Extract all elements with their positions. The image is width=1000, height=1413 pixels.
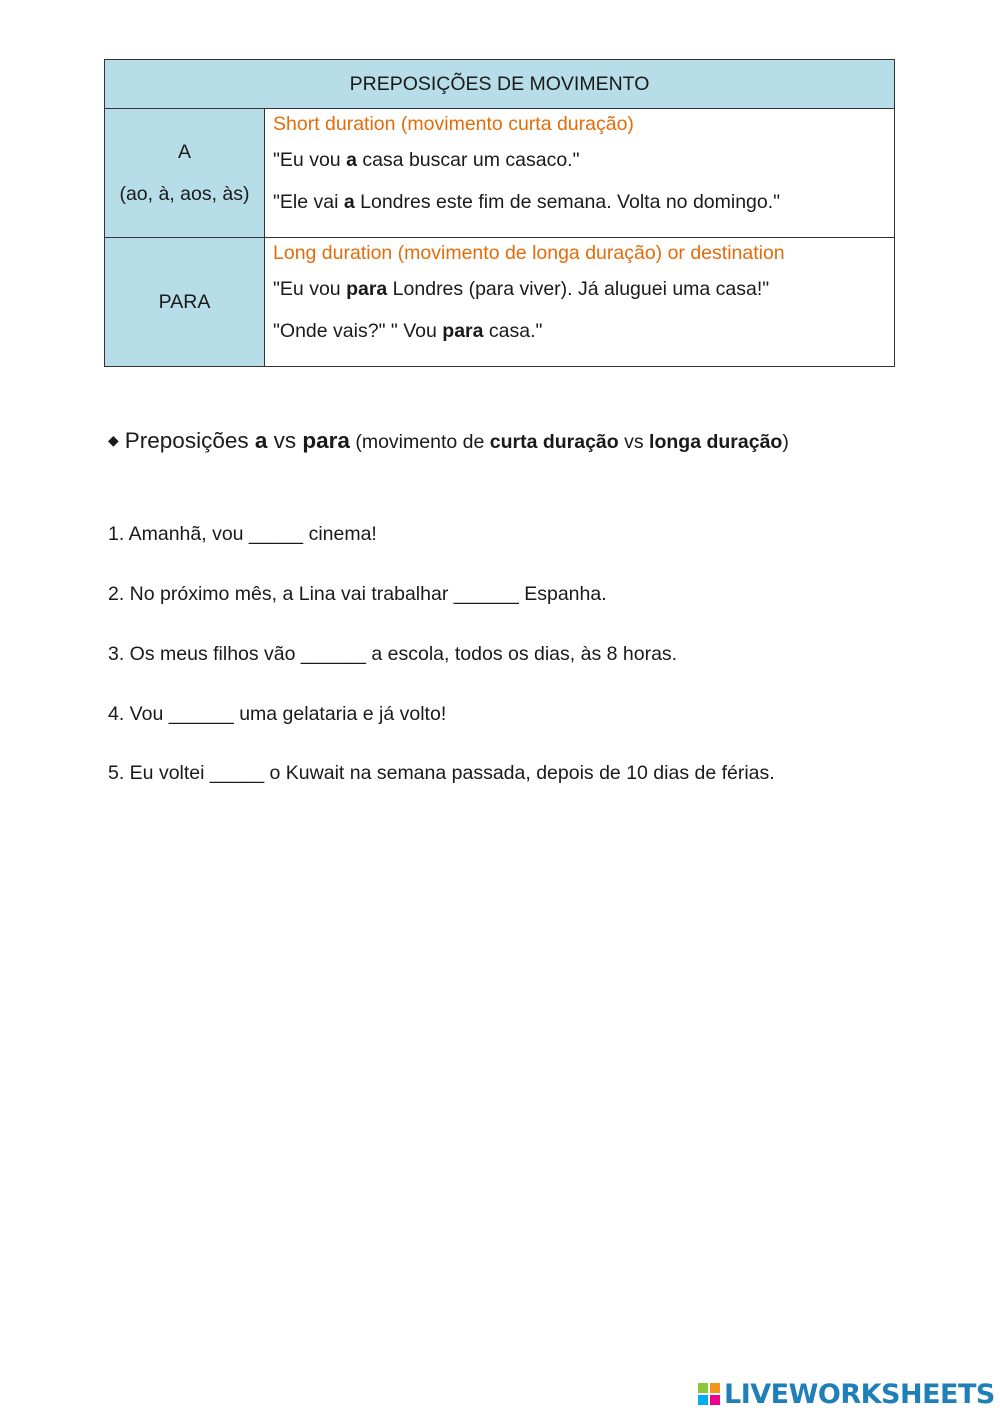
exercise-item[interactable]: 5. Eu voltei _____ o Kuwait na semana passada, depois de 10 dias de férias. xyxy=(108,762,775,784)
row-description: Short duration (movimento curta duração) xyxy=(273,113,634,135)
table-title: PREPOSIÇÕES DE MOVIMENTO xyxy=(105,60,895,109)
example-sentence: "Ele vai a Londres este fim de semana. Volta no domingo." xyxy=(273,191,781,213)
row-label-cell xyxy=(105,238,265,367)
row-label: A xyxy=(177,141,191,163)
exercise-item[interactable]: 3. Os meus filhos vão ______ a escola, todos os dias, às 8 horas. xyxy=(108,643,678,665)
row-label: PARA xyxy=(158,291,211,313)
logo-blocks-icon xyxy=(698,1383,720,1405)
logo-square xyxy=(710,1383,720,1393)
row-label-cell xyxy=(105,109,265,238)
exercise-item[interactable]: 1. Amanhã, vou _____ cinema! xyxy=(108,523,377,545)
exercise-heading: ◆ Preposições a vs para (movimento de curta duração vs longa duração) xyxy=(108,428,789,453)
row-content-cell xyxy=(265,238,895,367)
example-sentence: "Eu vou para Londres (para viver). Já aluguei uma casa!" xyxy=(273,278,770,300)
logo-square xyxy=(698,1395,708,1405)
exercise-item[interactable]: 2. No próximo mês, a Lina vai trabalhar ______ Espanha. xyxy=(108,583,607,605)
example-sentence: "Onde vais?" " Vou para casa." xyxy=(273,320,543,342)
row-content-cell xyxy=(265,109,895,238)
table-row-para xyxy=(105,238,895,367)
logo-square xyxy=(710,1395,720,1405)
logo-square xyxy=(698,1383,708,1393)
exercise-item[interactable]: 4. Vou ______ uma gelataria e já volto! xyxy=(108,703,447,725)
row-description: Long duration (movimento de longa duração) or destination xyxy=(273,242,785,264)
table-row-a xyxy=(105,109,895,238)
diamond-bullet-icon: ◆ xyxy=(108,432,119,448)
liveworksheets-logo xyxy=(698,1377,995,1411)
logo-text: LIVEWORKSHEETS xyxy=(724,1378,995,1410)
row-sublabel: (ao, à, aos, às) xyxy=(119,183,250,205)
prepositions-table xyxy=(104,59,895,367)
example-sentence: "Eu vou a casa buscar um casaco." xyxy=(273,149,580,171)
